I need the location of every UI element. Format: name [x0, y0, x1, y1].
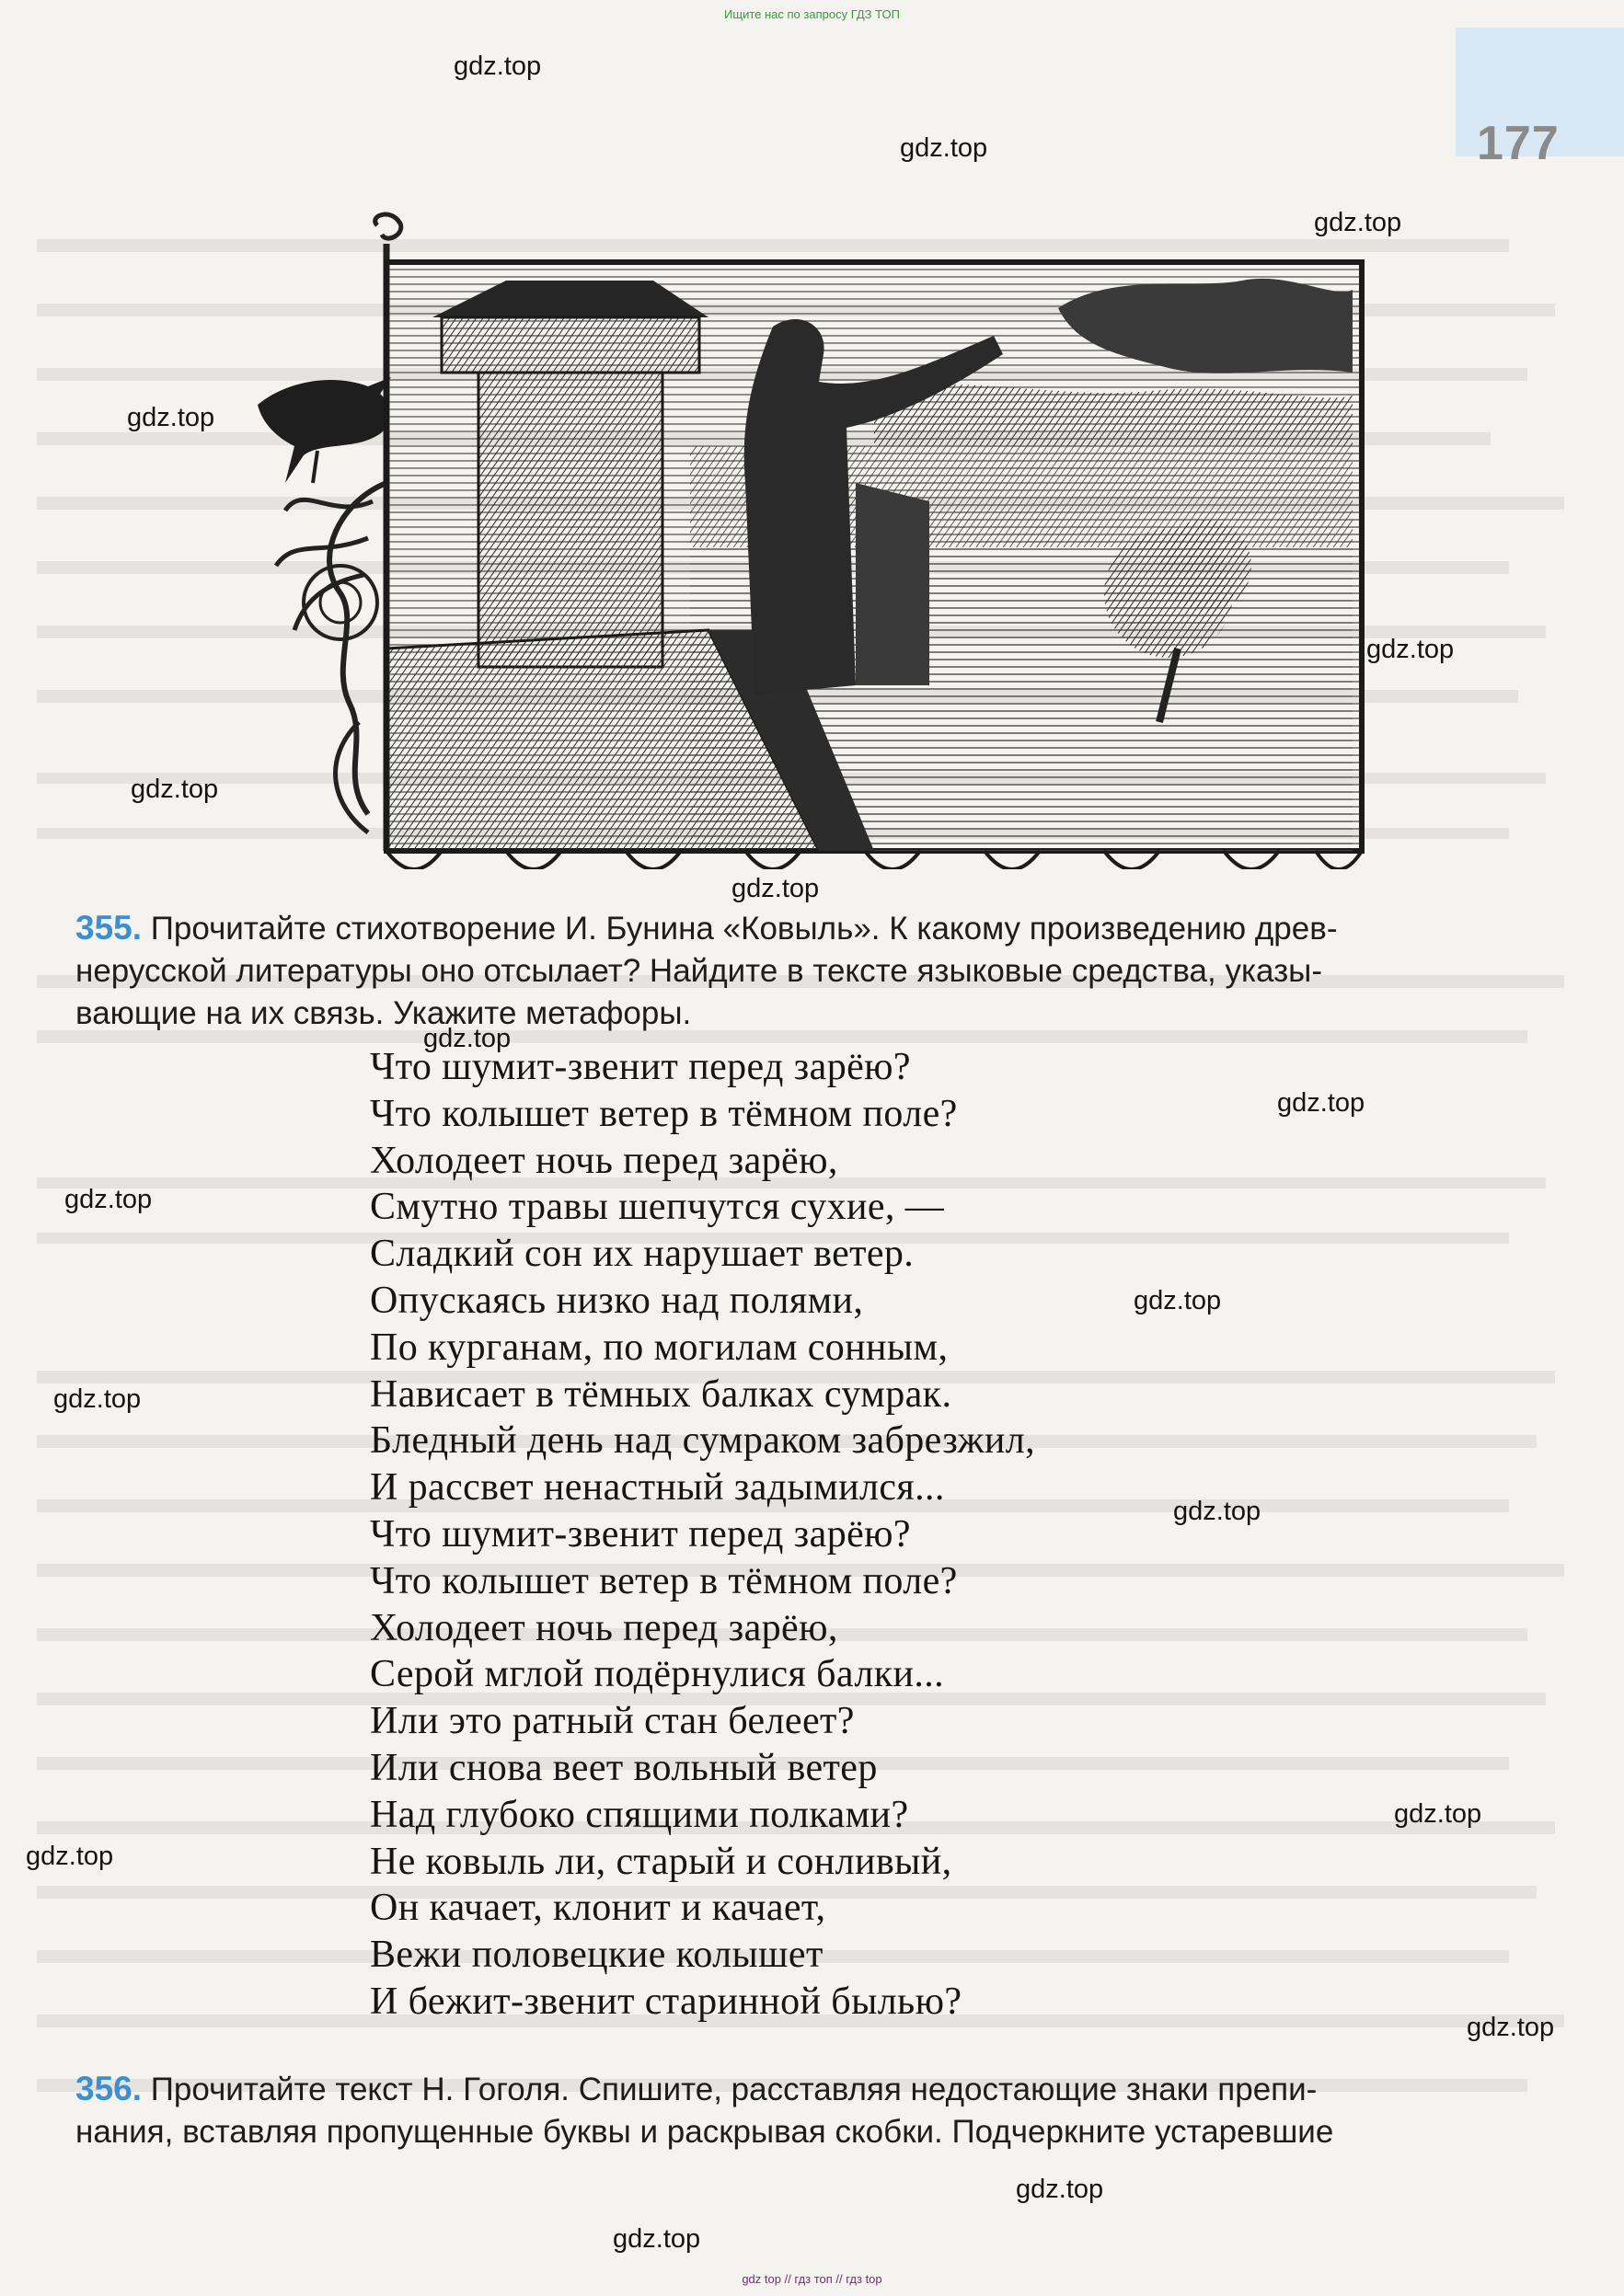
watermark-label: gdz.top: [613, 2224, 701, 2254]
poem-line: Смутно травы шепчутся сухие, —: [370, 1186, 945, 1229]
watermark-label: gdz.top: [423, 1024, 512, 1053]
watermark-label: gdz.top: [127, 403, 215, 432]
watermark-label: gdz.top: [1134, 1286, 1222, 1315]
poem-line: Или снова веет вольный ветер: [370, 1746, 878, 1789]
task-356: [75, 2068, 1548, 2153]
page-number: 177: [1477, 117, 1560, 170]
watermark-label: gdz.top: [1314, 208, 1402, 237]
task-356-line-1: Прочитайте текст Н. Гоголя. Спишите, расставляя недостающие знаки препи-: [150, 2072, 1318, 2107]
watermark-label: gdz.top: [454, 52, 542, 81]
poem-line: Бледный день над сумраком забрезжил,: [370, 1419, 1036, 1463]
watermark-label: gdz.top: [1173, 1497, 1261, 1526]
poem-line: Или это ратный стан белеет?: [370, 1700, 855, 1743]
watermark-label: gdz.top: [131, 775, 219, 804]
bird-figure: [258, 377, 391, 483]
poem-line: Что колышет ветер в тёмном поле?: [370, 1092, 958, 1135]
poem-line: Что колышет ветер в тёмном поле?: [370, 1559, 958, 1602]
poem-line: И бежит-звенит старинной былью?: [370, 1980, 962, 2023]
task-355-line-2: нерусской литературы оно отсылает? Найдите в тексте языковые средства, указы-: [75, 953, 1322, 989]
poem-line: Вежи половецкие колышет: [370, 1934, 824, 1977]
task-355: [75, 907, 1548, 1035]
watermark-label: gdz.top: [1394, 1799, 1482, 1829]
top-note: Ищите нас по запросу ГДЗ ТОП: [724, 7, 900, 21]
watermark-label: gdz.top: [53, 1384, 142, 1414]
task-356-line-2: нания, вставляя пропущенные буквы и раскрывая скобки. Подчеркните устаревшие: [75, 2114, 1334, 2150]
task-356-number: 356.: [75, 2070, 143, 2107]
illustration: [230, 207, 1371, 869]
poem-line: Серой мглой подёрнулися балки...: [370, 1653, 945, 1696]
watermark-label: gdz.top: [1467, 2013, 1555, 2042]
poem-line: Над глубоко спящими полками?: [370, 1793, 909, 1836]
poem-line: И рассвет ненастный задымился...: [370, 1466, 945, 1510]
watermark-label: gdz.top: [1016, 2175, 1104, 2204]
watermark-label: gdz.top: [1277, 1088, 1365, 1118]
ornament-border: [276, 214, 401, 851]
poem-line: Не ковыль ли, старый и сонливый,: [370, 1840, 952, 1883]
poem-line: Что шумит-звенит перед зарёю?: [370, 1512, 911, 1556]
watermark-label: gdz.top: [64, 1185, 153, 1214]
task-355-number: 355.: [75, 909, 143, 947]
poem-line: Опускаясь низко над полями,: [370, 1279, 864, 1322]
watermark-label: gdz.top: [900, 133, 988, 163]
watermark-label: gdz.top: [731, 874, 820, 903]
poem-line: Нависает в тёмных балках сумрак.: [370, 1372, 952, 1416]
poem: [370, 1044, 1474, 2026]
watermark-label: gdz.top: [1366, 635, 1455, 664]
poem-line: По курганам, по могилам сонным,: [370, 1326, 949, 1369]
task-355-line-1: Прочитайте стихотворение И. Бунина «Ковыль». К какому произведению древ-: [150, 911, 1338, 947]
bottom-note: gdz top // гдз топ // гдз top: [742, 2272, 882, 2286]
poem-line: Что шумит-звенит перед зарёю?: [370, 1046, 911, 1088]
poem-line: Он качает, клонит и качает,: [370, 1887, 826, 1930]
poem-line: Холодеет ночь перед зарёю,: [370, 1139, 838, 1182]
task-355-line-3: вающие на их связь. Укажите метафоры.: [75, 995, 692, 1031]
poem-line: Сладкий сон их нарушает ветер.: [370, 1233, 915, 1276]
poem-line: Холодеет ночь перед зарёю,: [370, 1606, 838, 1649]
watermark-label: gdz.top: [26, 1842, 114, 1871]
